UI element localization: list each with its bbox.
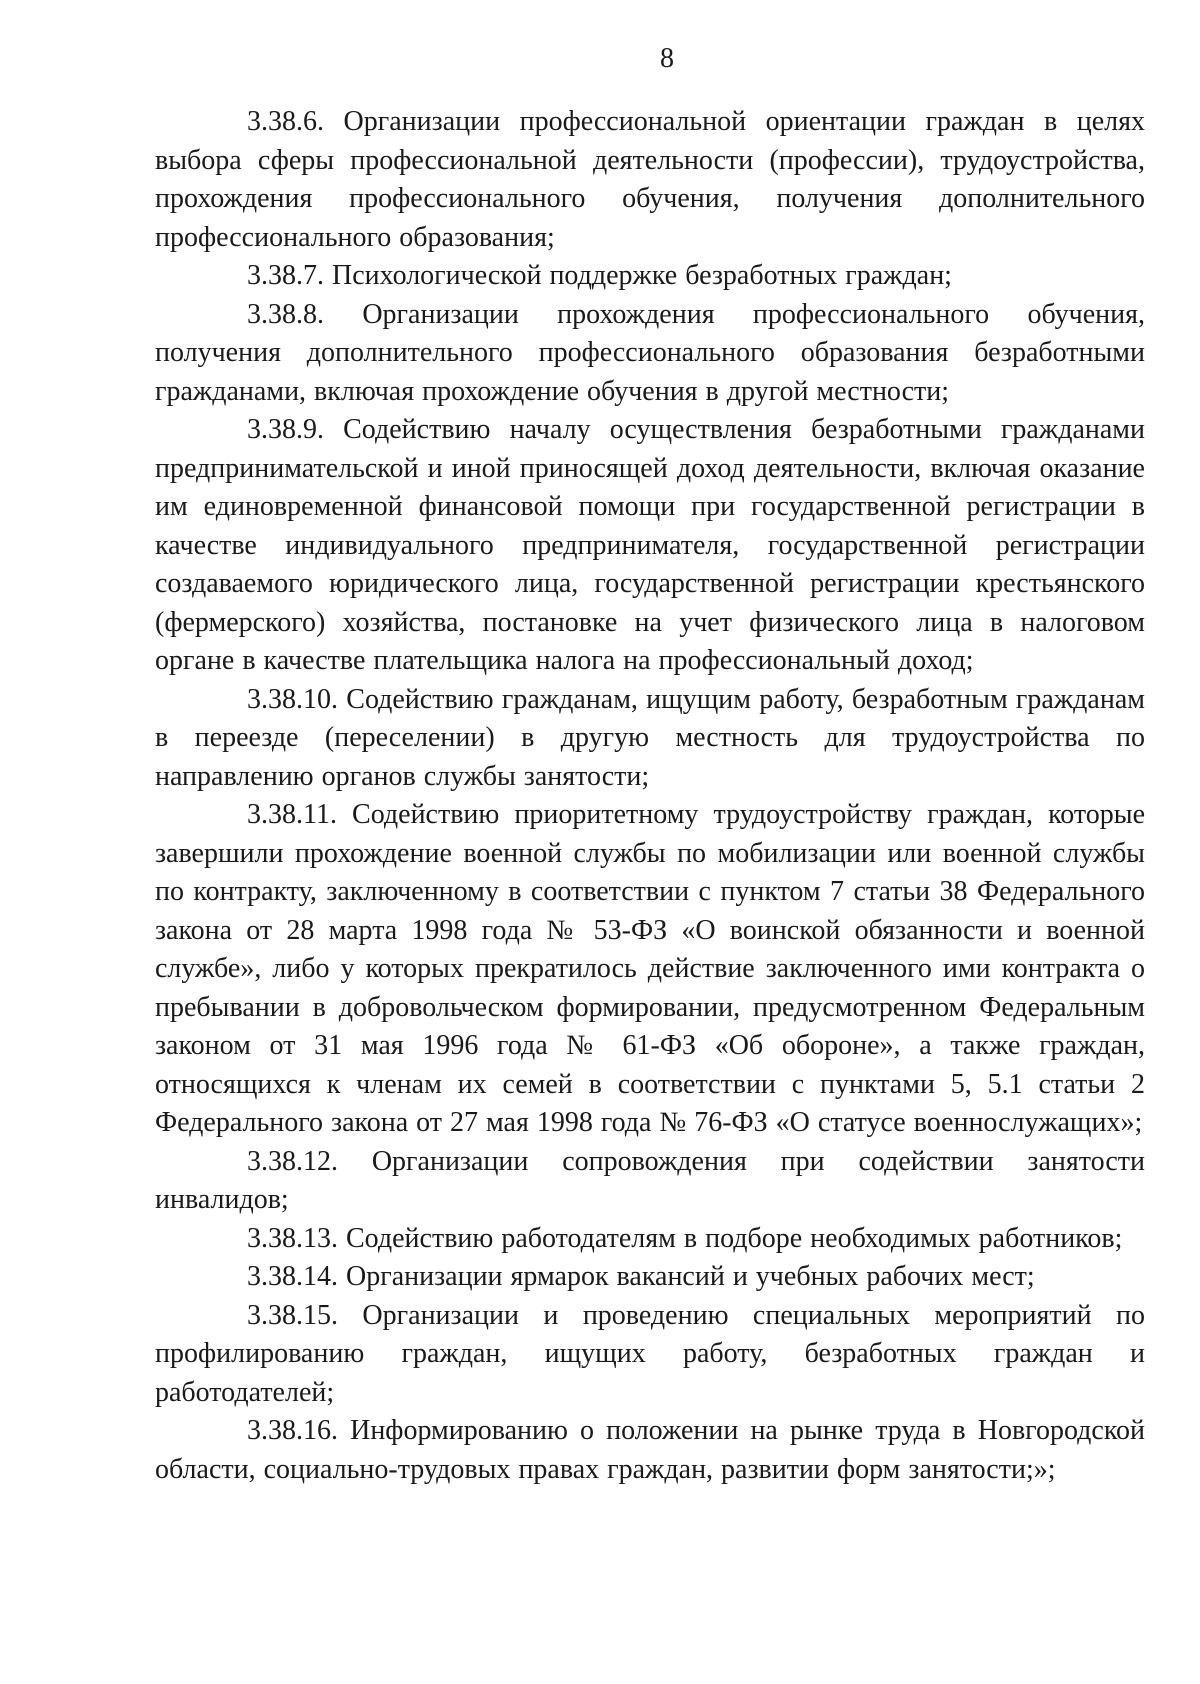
paragraph-3-38-9: 3.38.9. Содействию началу осуществления безработными гражданами предпринимательской и иной приносящей доход деятельности, включая оказание им единовременной финансовой помощи при государственной регистрации в качестве индивидуального предпринимателя, государственной регистрации создаваемого юридического лица, государственной регистрации крестьянского (фермерского) хозяйства, постановке на учет физического лица в налоговом органе в качестве плательщика налога на профессиональный доход;	[155, 414, 1145, 676]
page-number: 8	[660, 43, 674, 74]
paragraph-3-38-6: 3.38.6. Организации профессиональной ориентации граждан в целях выбора сферы профессиональной деятельности (профессии), трудоустройства, прохождения профессионального обучения, получения дополнительного профессионального образования;	[155, 106, 1145, 253]
paragraph-3-38-14: 3.38.14. Организации ярмарок вакансий и учебных рабочих мест;	[247, 1261, 1035, 1292]
paragraph-3-38-11: 3.38.11. Содействию приоритетному трудоустройству граждан, которые завершили прохождение военной службы по мобилизации или военной службы по контракту, заключенному в соответствии с пунктом 7 статьи 38 Федерального закона от 28 марта 1998 года № 53-ФЗ «О воинской обязанности и военной службе», либо у которых прекратилось действие заключенного ими контракта о пребывании в добровольческом формировании, предусмотренном Федеральным законом от 31 мая 1996 года № 61-ФЗ «Об обороне», а также граждан, относящихся к членам их семей в соответствии с пунктами 5, 5.1 статьи 2 Федерального закона от 27 мая 1998 года № 76-ФЗ «О статусе военнослужащих»;	[155, 799, 1145, 1138]
paragraph-3-38-15: 3.38.15. Организации и проведению специальных мероприятий по профилированию граждан, ищущих работу, безработных граждан и работодателей;	[155, 1299, 1145, 1408]
document-body	[155, 103, 1145, 1489]
paragraph-3-38-10: 3.38.10. Содействию гражданам, ищущим работу, безработным гражданам в переезде (переселении) в другую местность для трудоустройства по направлению органов службы занятости;	[155, 683, 1145, 792]
paragraph-3-38-8: 3.38.8. Организации прохождения профессионального обучения, получения дополнительного профессионального образования безработными гражданами, включая прохождение обучения в другой местности;	[155, 298, 1145, 407]
paragraph-3-38-16: 3.38.16. Информированию о положении на рынке труда в Новгородской области, социально-трудовых правах граждан, развитии форм занятости;»;	[155, 1415, 1145, 1485]
paragraph-3-38-12: 3.38.12. Организации сопровождения при содействии занятости инвалидов;	[155, 1145, 1145, 1215]
paragraph-3-38-13: 3.38.13. Содействию работодателям в подборе необходимых работников;	[247, 1222, 1123, 1254]
paragraph-3-38-7: 3.38.7. Психологической поддержке безработных граждан;	[247, 260, 952, 291]
